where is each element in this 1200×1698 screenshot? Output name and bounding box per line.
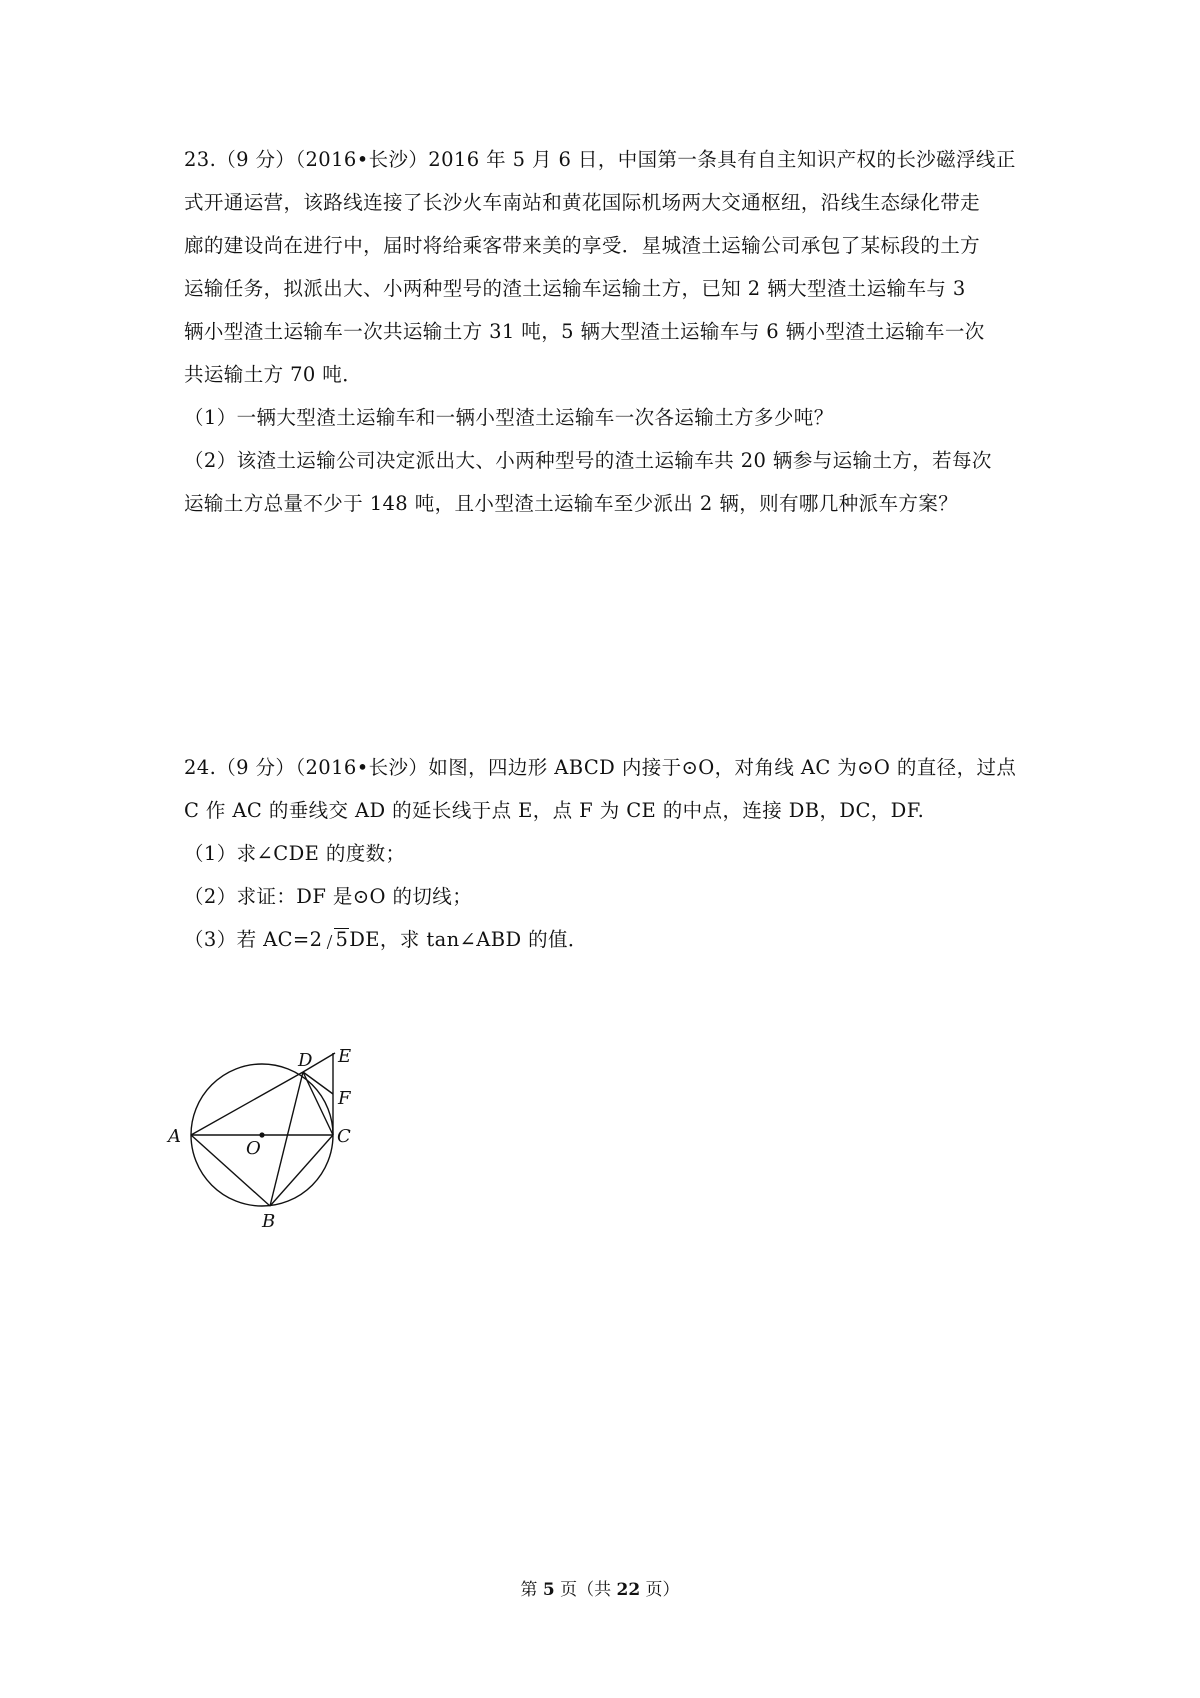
q23-line-2: 式开通运营，该路线连接了长沙火车南站和黄花国际机场两大交通枢纽，沿线生态绿化带走 [184, 191, 981, 214]
segment-dc [303, 1072, 333, 1135]
label-a: A [168, 1126, 181, 1147]
segment-ad [191, 1072, 303, 1135]
label-d: D [298, 1050, 313, 1071]
label-c: C [337, 1126, 351, 1147]
q24-part-1: （1）求∠CDE 的度数； [184, 842, 406, 865]
q23-part-2-line-2: 运输土方总量不少于 148 吨，且小型渣土运输车至少派出 2 辆，则有哪几种派车方案？ [184, 492, 959, 515]
q23-line-6: 共运输土方 70 吨． [184, 363, 363, 386]
center-point-o [259, 1132, 264, 1137]
q23-part-1: （1）一辆大型渣土运输车和一辆小型渣土运输车一次各运输土方多少吨？ [184, 406, 834, 429]
q23-line-3: 廊的建设尚在进行中，届时将给乘客带来美的享受．星城渣土运输公司承包了某标段的土方 [184, 234, 981, 257]
q24-part-3 [184, 927, 588, 953]
page-total: 22 [616, 1580, 641, 1600]
q24-line-2: C 作 AC 的垂线交 AD 的延长线于点 E，点 F 为 CE 的中点，连接 DB，DC，DF. [184, 799, 925, 822]
sqrt-radicand: 5 [335, 928, 349, 951]
segment-db [270, 1072, 303, 1206]
label-b: B [262, 1211, 276, 1232]
page-number: 5 [542, 1580, 555, 1600]
q24-line-1: 24.（9 分）（2016•长沙）如图，四边形 ABCD 内接于⊙O，对角线 AC 为⊙O 的直径，过点 [184, 756, 1017, 779]
page-footer [0, 1575, 1200, 1600]
q23-part-2-line-1: （2）该渣土运输公司决定派出大、小两种型号的渣土运输车共 20 辆参与运输土方，若每次 [184, 449, 992, 472]
q23-line-5: 辆小型渣土运输车一次共运输土方 31 吨，5 辆大型渣土运输车与 6 辆小型渣土运输车一次 [184, 320, 985, 343]
label-f: F [338, 1088, 351, 1109]
q24-part-2: （2）求证：DF 是⊙O 的切线； [184, 885, 473, 908]
footer-suffix: 页） [640, 1580, 680, 1600]
q24-part-3-before: （3）若 AC=2 [184, 928, 323, 951]
label-e: E [338, 1046, 352, 1067]
label-o: O [246, 1138, 261, 1159]
sqrt-symbol [323, 927, 349, 953]
q23-line-1: 23.（9 分）（2016•长沙）2016 年 5 月 6 日，中国第一条具有自主知识产权的长沙磁浮线正 [184, 148, 1016, 171]
footer-prefix: 第 [520, 1580, 543, 1600]
q23-line-4: 运输任务，拟派出大、小两种型号的渣土运输车运输土方，已知 2 辆大型渣土运输车与 3 [184, 277, 966, 300]
q24-part-3-after: DE，求 tan∠ABD 的值． [349, 928, 588, 951]
footer-middle: 页（共 [554, 1580, 617, 1600]
circle-geometry-figure [168, 1046, 378, 1232]
